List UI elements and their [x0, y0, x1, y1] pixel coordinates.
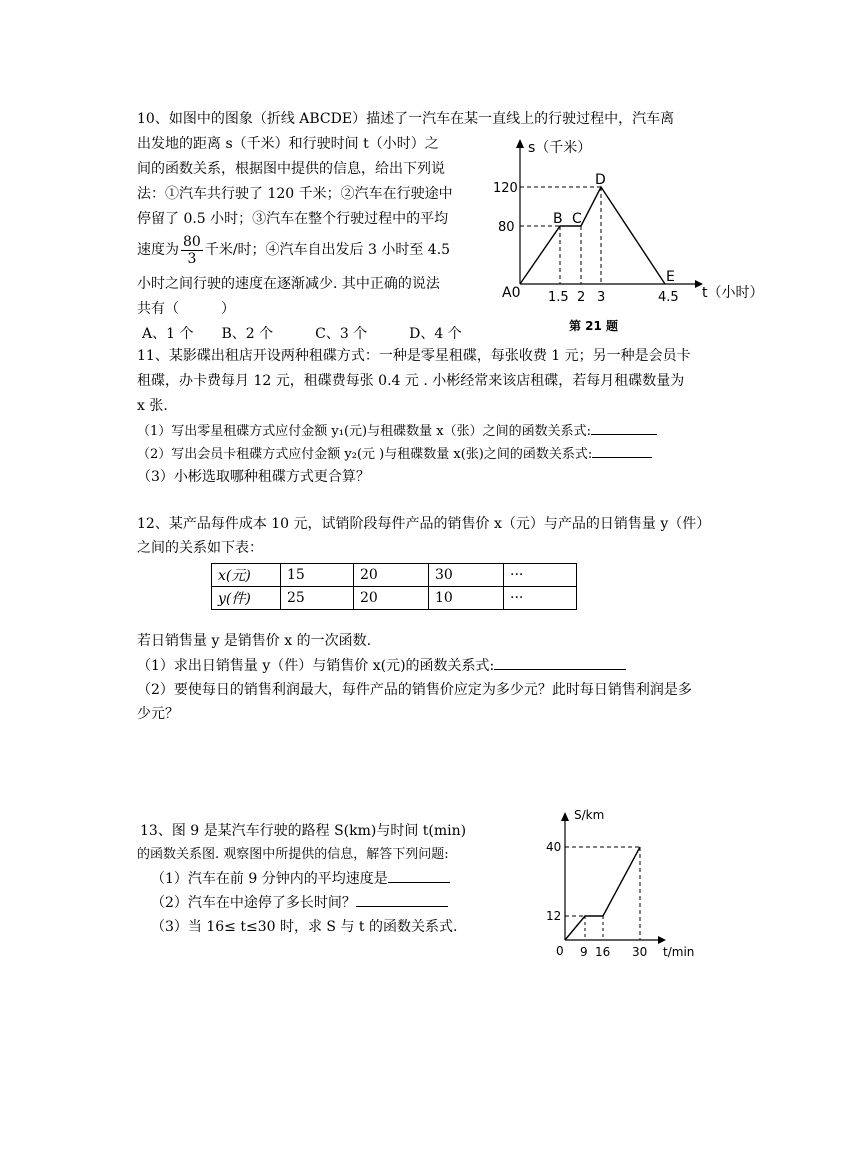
q10-ytick-80: 80 — [498, 220, 515, 235]
q10-point-e: E — [666, 269, 675, 285]
q13-ytick-40: 40 — [546, 840, 562, 854]
q10-xtick-3: 3 — [597, 290, 606, 305]
q10-line5: 停留了 0.5 小时；③汽车在整个行驶过程中的平均 — [137, 211, 449, 227]
answer-blank[interactable] — [356, 892, 448, 907]
q13-part2-text: （2）汽车在中途停了多长时间？ — [151, 895, 356, 911]
q12-line3: 若日销售量 y 是销售价 x 的一次函数. — [137, 633, 372, 649]
q10-options: A、1 个 B、2 个 C、3 个 D、4 个 — [142, 326, 462, 342]
q11-line3: x 张. — [137, 398, 168, 414]
q13-part2 — [151, 892, 448, 914]
q10-point-b: B — [553, 211, 563, 227]
q11-line2: 租碟，办卡费每月 12 元，租碟费每张 0.4 元 . 小彬经常来该店租碟，若每月租碟数量为 — [137, 373, 685, 389]
answer-blank[interactable] — [592, 443, 652, 458]
q12-part2b: 少元？ — [137, 706, 179, 722]
q10-line7: 小时之间行驶的速度在逐渐减少. 其中正确的说法 — [137, 276, 440, 292]
q13-part1 — [151, 868, 450, 890]
q13-polyline — [565, 847, 640, 940]
q10-line6-pre: 速度为 — [137, 242, 179, 258]
table-cell: 10 — [429, 587, 504, 610]
q10-x-label: t（小时） — [702, 285, 764, 301]
q10-point-d: D — [595, 172, 606, 188]
q11-part2-text: （2）写出会员卡租碟方式应付金额 y₂(元 )与租碟数量 x(张)之间的函数关系式: — [137, 447, 593, 462]
q13-xtick-16: 16 — [595, 945, 611, 959]
q13-part3: （3）当 16≤ t≤30 时，求 S 与 t 的函数关系式. — [151, 919, 458, 935]
table-cell: ··· — [504, 564, 577, 587]
q13-xtick-30: 30 — [632, 945, 648, 959]
q11-part2 — [137, 443, 652, 466]
table-cell: 15 — [281, 564, 354, 587]
fraction-numerator: 80 — [183, 233, 201, 250]
table-cell: 20 — [354, 587, 429, 610]
q13-line2: 的函数关系图. 观察图中所提供的信息，解答下列问题: — [137, 847, 449, 862]
q12-line1: 12、某产品每件成本 10 元，试销阶段每件产品的销售价 x（元）与产品的日销售量 y（件） — [137, 516, 711, 532]
table-cell: 25 — [281, 587, 354, 610]
q13-x-arrow-icon — [658, 936, 666, 944]
q10-line2: 出发地的距离 s（千米）和行驶时间 t（小时）之 — [137, 136, 439, 152]
q13-figure — [540, 805, 720, 965]
q10-line3: 间的函数关系，根据图中提供的信息，给出下列说 — [137, 161, 445, 177]
q10-y-label: s（千米） — [528, 140, 592, 156]
q13-y-arrow-icon — [561, 812, 569, 821]
fraction-denominator: 3 — [187, 250, 197, 267]
q11-line1: 11、某影碟出租店开设两种租碟方式：一种是零星租碟，每张收费 1 元；另一种是会员卡 — [137, 348, 691, 364]
table-cell: y(件) — [212, 587, 281, 610]
answer-blank[interactable] — [388, 868, 450, 883]
q10-xtick-1.5: 1.5 — [548, 290, 569, 305]
q10-line6-post: 千米/时；④汽车自出发后 3 小时至 4.5 — [204, 242, 451, 258]
table-row — [212, 564, 577, 587]
q10-polyline — [520, 187, 665, 284]
q13-x-label: t/min — [663, 945, 695, 959]
q10-point-c: C — [572, 211, 582, 227]
q13-origin: 0 — [556, 944, 564, 958]
q10-line8: 共有（ ） — [137, 301, 235, 317]
q10-caption: 第 21 题 — [569, 319, 619, 333]
q10-xtick-4.5: 4.5 — [658, 290, 679, 305]
q11-part1-text: （1）写出零星租碟方式应付金额 y₁(元)与租碟数量 x（张）之间的函数关系式: — [137, 424, 591, 439]
q13-y-label: S/km — [574, 808, 605, 822]
q10-ytick-120: 120 — [493, 181, 518, 196]
answer-blank[interactable] — [494, 655, 626, 670]
q10-line4: 法：①汽车共行驶了 120 千米；②汽车在行驶途中 — [137, 186, 453, 202]
q12-table — [211, 563, 577, 610]
answer-blank[interactable] — [591, 420, 657, 435]
q12-part2: （2）要使每日的销售利润最大，每件产品的销售价应定为多少元？此时每日销售利润是多 — [137, 682, 692, 698]
q12-part1 — [137, 655, 626, 677]
q10-line6 — [137, 232, 450, 268]
q12-part1-text: （1）求出日销售量 y（件）与销售价 x(元)的函数关系式: — [137, 658, 495, 674]
q12-line2: 之间的关系如下表： — [137, 540, 263, 556]
q13-ytick-12: 12 — [546, 909, 562, 923]
table-cell: ··· — [504, 587, 577, 610]
q13-part1-text: （1）汽车在前 9 分钟内的平均速度是 — [151, 871, 388, 887]
table-cell: x(元) — [212, 564, 281, 587]
table-cell: 20 — [354, 564, 429, 587]
q11-part1 — [137, 420, 657, 443]
q13-xtick-9: 9 — [580, 945, 588, 959]
table-cell: 30 — [429, 564, 504, 587]
q10-y-arrow-icon — [516, 139, 524, 148]
q10-xtick-2: 2 — [577, 290, 586, 305]
q10-origin: A0 — [502, 285, 521, 301]
q11-part3: （3）小彬选取哪种租碟方式更合算？ — [137, 469, 370, 485]
q10-line1: 10、如图中的图象（折线 ABCDE）描述了一汽车在某一直线上的行驶过程中，汽车离 — [137, 111, 675, 127]
q10-figure — [490, 134, 780, 339]
q10-fraction — [181, 234, 203, 267]
q13-line1: 13、图 9 是某汽车行驶的路程 S(km)与时间 t(min) — [140, 823, 467, 839]
table-row — [212, 587, 577, 610]
